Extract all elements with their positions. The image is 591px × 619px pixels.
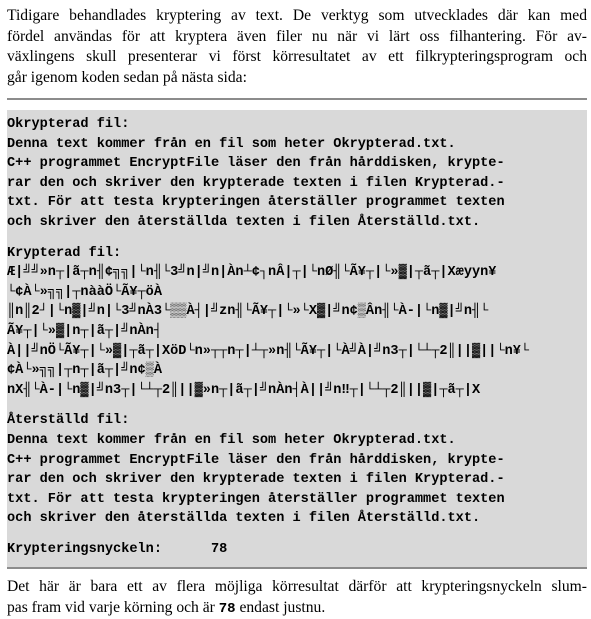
section-gap [7,529,587,540]
encrypted-line: ¢À└»╗╗|┬n┬|ã┬|╝n¢▒À [7,363,162,379]
intro-line: går igenom koden sedan på nästa sida: [7,68,247,86]
unencrypted-line: rar den och skriver den krypterade texten i filen Krypterad.- [7,175,505,191]
bottom-divider [7,567,587,569]
restored-line: C++ programmet EncryptFile läser den från hårddisken, krypte- [7,452,505,468]
section-gap [7,233,587,244]
intro-line: Tidigare behandlades kryptering av text. De verktyg som utvecklades där kan med [7,7,587,24]
key-code: 78 [218,600,236,617]
encrypted-line: Æ|╝╝»n┬|ã┬n╢¢╗╗|└n╢└3╝n|╝n|Àn┴¢┐nÂ|┬|└nØ╢└Ã¥┬|└»▓|┬ã┬|Xæyyn¥ [7,265,497,281]
unencrypted-line: Denna text kommer från en fil som heter Okrypterad.txt. [7,136,456,152]
outro-text: endast justnu. [235,598,326,616]
restored-line: rar den och skriver den krypterade texten i filen Krypterad.- [7,472,505,488]
encrypted-line: └¢À└»╗╗|┬nààÖ└Ã¥┬öÀ [7,284,162,300]
encrypted-line: Ã¥┬|└»▓|n┬|ã┬|╝nÀn┤ [7,323,162,339]
outro-text: pas fram vid varje körning och är [7,598,219,616]
unencrypted-line: txt. För att testa krypteringen återställer programmet texten [7,195,505,211]
restored-line: Denna text kommer från en fil som heter Okrypterad.txt. [7,432,456,448]
unencrypted-line: C++ programmet EncryptFile läser den från hårddisken, krypte- [7,156,505,172]
intro-paragraph [7,6,587,88]
key-label: Krypteringsnyckeln: [7,541,162,557]
section-gap [7,400,587,411]
key-row [7,540,587,560]
program-output-panel [7,110,587,567]
encrypted-line: À||╝nÖ└Ã¥┬|└»▓|┬ã┬|XöD└n»┬┬n┬|┴┬»n╢└Ã¥┬|└À╝À|╝n3┬|└┴┬2║||▓||└n¥└ [7,343,530,359]
encrypted-line: ║n║2┘|└n▓|╝n|└3╝nÀ3└▒▒À┤|╝zn╢└Ã¥┬|└»└X▓|╝n¢▒Ân╢└À-|└n▓|╝n╢└ [7,304,489,320]
document-page [7,6,587,619]
outro-line: Det här är bara ett av flera möjliga körresultat därför att krypteringsnyckeln slum- [7,578,587,596]
intro-line: fördel användas för att kryptera även filer nu när vi lärt oss filhantering. För av- [7,27,587,45]
unencrypted-heading: Okrypterad fil: [7,117,130,132]
top-divider [7,98,587,100]
encrypted-heading: Krypterad fil: [7,245,122,261]
restored-line: och skriver den återställda texten i filen Återställd.txt. [7,511,481,527]
outro-line [7,598,587,619]
unencrypted-line: och skriver den återställda texten i filen Återställd.txt. [7,214,481,230]
key-value: 78 [210,541,228,557]
restored-line: txt. För att testa krypteringen återställer programmet texten [7,491,505,507]
restored-heading: Återställd fil: [7,413,130,429]
outro-paragraph [7,577,587,619]
encrypted-line: nX╢└À-|└n▓|╝n3┬|└┴┬2║||▓»n┬|ã┬|╝nÀn┤À||╝n‼┬|└┴┬2║||▓|┬ã┬|X [7,382,481,398]
intro-line: växlingens skull presenterar vi först körresultatet av ett filkrypteringsprogram och [7,48,587,65]
